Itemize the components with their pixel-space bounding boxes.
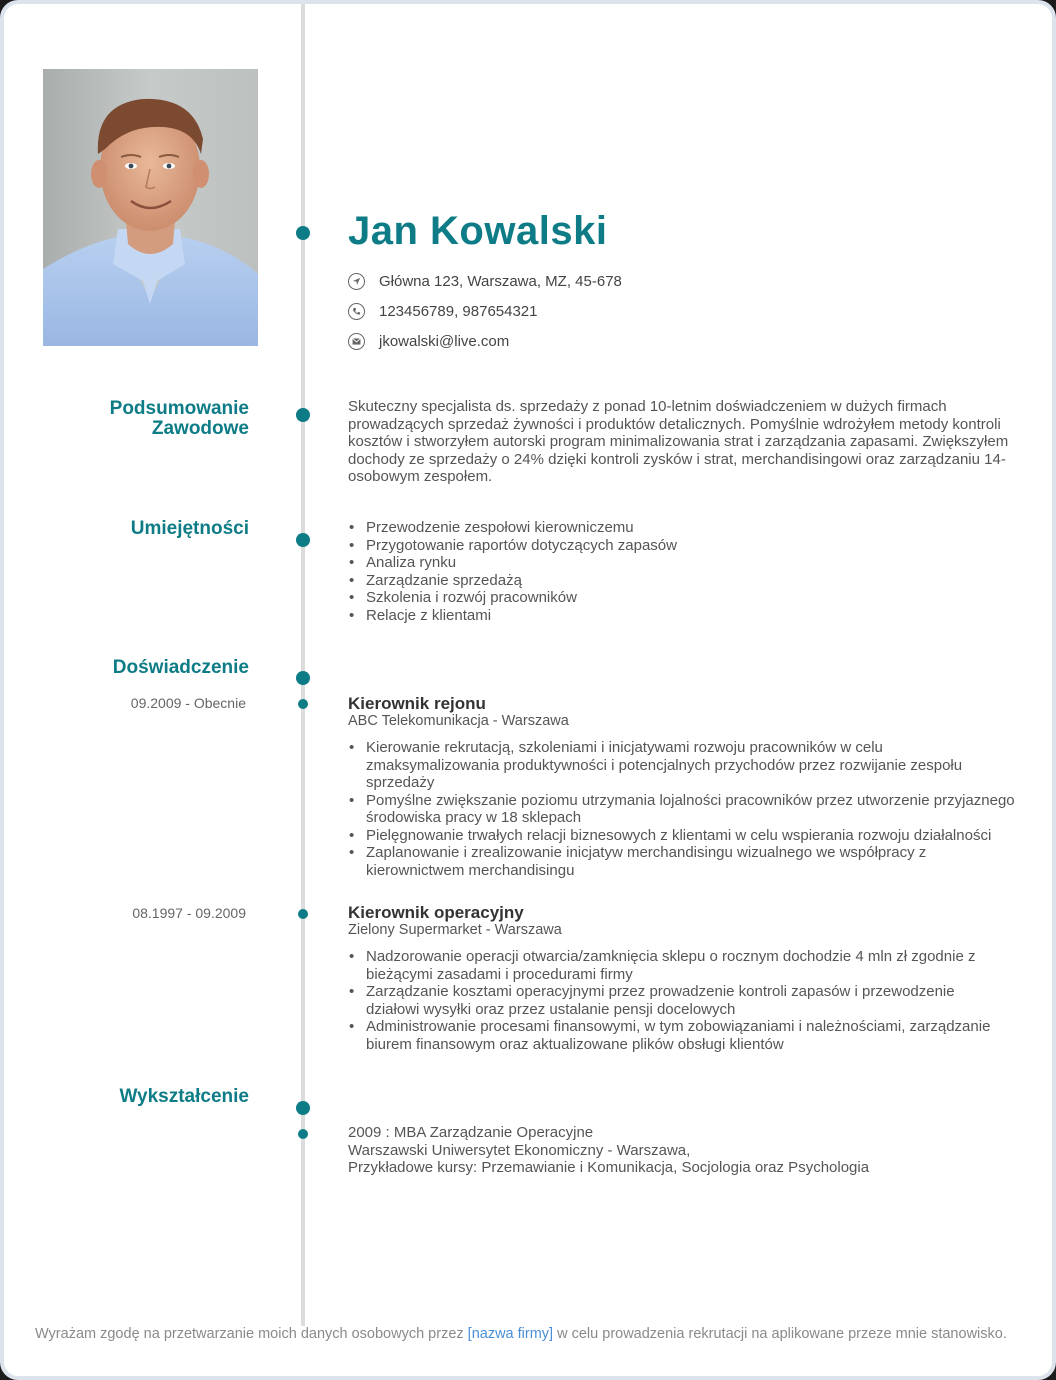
skill-item: • Relacje z klientami [348, 607, 1038, 625]
envelope-icon [348, 333, 365, 350]
phone-text: 123456789, 987654321 [379, 303, 538, 320]
timeline-dot-education-item [298, 1129, 308, 1139]
job-bullet: • Zaplanowanie i zrealizowanie inicjatyw merchandisingu wizualnego we współpracy z kierownictwem merchandisingu [348, 844, 1018, 879]
job-company: Zielony Supermarket - Warszawa [348, 922, 562, 938]
job-company: ABC Telekomunikacja - Warszawa [348, 713, 569, 729]
job-dates: 08.1997 - 09.2009 [132, 905, 246, 921]
timeline-dot-header [296, 226, 310, 240]
job-entry [348, 694, 1038, 730]
job-bullet: • Nadzorowanie operacji otwarcia/zamknięcia sklepu o rocznym dochodzie 4 mln zł zgodnie z bieżącymi zasadami i procedurami firmy [348, 948, 1008, 983]
location-arrow-icon [348, 273, 365, 290]
section-title-education: Wykształcenie [119, 1086, 249, 1107]
education-entry [348, 1124, 1038, 1177]
contact-phone [348, 303, 538, 320]
company-name-placeholder[interactable]: [nazwa firmy] [467, 1326, 554, 1342]
contact-email[interactable] [348, 333, 509, 350]
section-title-summary [110, 399, 249, 439]
timeline-dot-job [298, 699, 308, 709]
summary-title-line1: Podsumowanie [109, 398, 249, 419]
consent-clause [35, 1325, 1045, 1344]
summary-text: Skuteczny specjalista ds. sprzedaży z ponad 10-letnim doświadczeniem w dużych firmach prowadzących sprzedaż żywności i produktów detalicznych. Pomyślnie wdrożyłem metody kontroli kosztów i stworzyłem autorski program minimalizowania strat i zarządzania zapasami. Zwiększyłem dochody ze sprzedaży o 24% dzięki kontroli zysków i strat, merchandisingowi oraz zarządzaniu 14-osobowym zespołem. [348, 398, 1009, 485]
consent-text-before: Wyrażam zgodę na przetwarzanie moich danych osobowych przez [35, 1326, 468, 1342]
profile-photo [43, 69, 258, 346]
job-title: Kierownik rejonu [348, 694, 486, 713]
phone-icon [348, 303, 365, 320]
section-title-experience: Doświadczenie [112, 657, 249, 678]
skills-list [348, 519, 1038, 624]
candidate-name: Jan Kowalski [348, 209, 608, 253]
skill-item: • Szkolenia i rozwój pracowników [348, 589, 1038, 607]
job-bullets [348, 948, 1008, 1053]
contact-address [348, 273, 622, 290]
address-text: Główna 123, Warszawa, MZ, 45-678 [379, 273, 622, 290]
email-link[interactable]: jkowalski@live.com [379, 333, 510, 350]
job-dates: 09.2009 - Obecnie [130, 695, 246, 711]
education-school: Warszawski Uniwersytet Ekonomiczny - Warszawa, [348, 1141, 691, 1159]
education-courses: Przykładowe kursy: Przemawianie i Komunikacja, Socjologia oraz Psychologia [348, 1159, 870, 1176]
job-bullet: • Zarządzanie kosztami operacyjnymi przez prowadzenie kontroli zapasów i przewodzenie działowi wysyłki oraz przez ustalanie pensji docelowych [348, 983, 1008, 1018]
job-entry [348, 903, 1038, 939]
summary-title-line2: Zawodowe [151, 418, 249, 439]
timeline-dot-job [298, 909, 308, 919]
job-bullet: • Kierowanie rekrutacją, szkoleniami i inicjatywami rozwoju pracowników w celu zmaksymalizowania produktywności i potencjalnych przychodów przez rozwijanie zespołu sprzedaży [348, 739, 1018, 792]
skill-item: • Przewodzenie zespołowi kierowniczemu [348, 519, 1038, 537]
skill-item: • Analiza rynku [348, 554, 1038, 572]
consent-text-after: w celu prowadzenia rekrutacji na aplikowane przeze mnie stanowisko. [553, 1326, 1007, 1342]
job-bullet: • Pomyślne zwiększanie poziomu utrzymania lojalności pracowników przez utworzenie przyjaznego środowiska pracy w 18 sklepach [348, 792, 1018, 827]
job-bullet: • Administrowanie procesami finansowymi, w tym zobowiązaniami i należnościami, zarządzanie biurem finansowym oraz aktualizowane plików obsługi klientów [348, 1018, 1008, 1053]
education-degree: 2009 : MBA Zarządzanie Operacyjne [348, 1124, 594, 1141]
skill-item: • Przygotowanie raportów dotyczących zapasów [348, 537, 1038, 555]
skill-item: • Zarządzanie sprzedażą [348, 572, 1038, 590]
job-title: Kierownik operacyjny [348, 903, 524, 922]
timeline-dot-education [296, 1101, 310, 1115]
job-bullets [348, 739, 1018, 879]
section-title-skills: Umiejętności [130, 518, 249, 539]
timeline-dot-summary [296, 408, 310, 422]
timeline-dot-skills [296, 533, 310, 547]
timeline-line [301, 4, 305, 1326]
timeline-dot-experience [296, 671, 310, 685]
job-bullet: • Pielęgnowanie trwałych relacji biznesowych z klientami w celu wspierania rozwoju działalności [348, 827, 1018, 845]
